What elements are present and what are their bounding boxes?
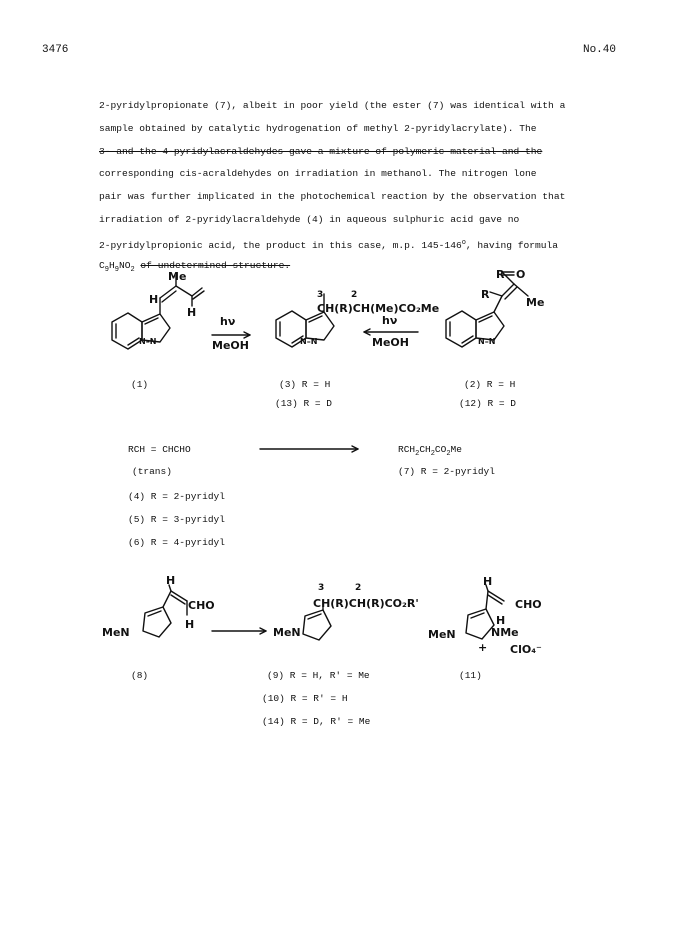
arrow-solvent-label: MeOH	[372, 336, 409, 349]
r-label: R	[481, 288, 490, 301]
paragraph-line-struck: 3- and the 4-pyridylacraldehydes gave a mixture of polymeric material and the	[99, 145, 543, 157]
cho-label: CHO	[515, 598, 542, 611]
reactant-item-6: (6) R = 4-pyridyl	[128, 537, 225, 548]
compound-label-3: (3) R = H	[279, 379, 331, 390]
compound-label-11: (11)	[459, 670, 482, 681]
position-2-label: 2	[351, 290, 358, 300]
n-label: N–N	[300, 337, 318, 346]
arrow-hv-label: hν	[220, 315, 236, 328]
methyl-n-label: MeN	[102, 626, 130, 639]
r-label: R	[496, 268, 505, 281]
product-formula	[398, 444, 462, 458]
formula-h: H	[108, 259, 115, 271]
structure-1-triazolopyridine	[98, 272, 228, 372]
n-label: N–N	[478, 337, 496, 346]
compound-label-13: (13) R = D	[275, 398, 333, 409]
left-arrow-icon	[360, 328, 420, 336]
formula-c-count: 9	[104, 265, 109, 274]
reactant-formula: RCH = CHCHO	[128, 444, 191, 455]
me-label: Me	[526, 296, 545, 309]
h-label: H	[187, 306, 197, 319]
h-label: H	[185, 618, 195, 631]
product-sub: 2	[446, 449, 451, 458]
product-sub: 2	[430, 449, 435, 458]
methyl-n-label: MeN	[273, 626, 301, 639]
trans-label: (trans)	[132, 466, 172, 477]
compound-label-2: (2) R = H	[464, 379, 516, 390]
o-label: O	[516, 268, 526, 281]
paragraph-line: 2-pyridylpropionate (7), albeit in poor yield (the ester (7) was identical with a	[99, 100, 566, 111]
arrow-hv-label: hν	[382, 314, 398, 327]
reactant-item-4: (4) R = 2-pyridyl	[128, 491, 225, 502]
structure-2-triazolopyridine	[432, 270, 552, 370]
page-number: 3476	[42, 44, 69, 56]
compound-label-14: (14) R = D, R' = Me	[262, 716, 371, 727]
n-methyl-label: NMe	[491, 626, 519, 639]
formula-no: NO	[118, 259, 131, 271]
h-label: H	[166, 574, 176, 587]
product-part: RCH	[398, 444, 416, 455]
paragraph-line-with-mp	[99, 232, 569, 255]
compound-label-8: (8)	[131, 670, 149, 681]
paragraph-line: sample obtained by catalytic hydrogenation of methyl 2-pyridylacrylate). The	[99, 122, 537, 134]
paragraph-line: corresponding cis-acraldehydes on irradiation in methanol. The nitrogen lone	[99, 168, 537, 180]
side-chain-label: CH(R)CH(Me)CO₂Me	[317, 302, 440, 315]
reactant-item-5: (5) R = 3-pyridyl	[128, 514, 225, 525]
n-label: N–N	[139, 337, 157, 346]
body-paragraph	[99, 95, 569, 277]
arrow-solvent-label: MeOH	[212, 339, 249, 352]
h-label: H	[149, 293, 159, 306]
paragraph-text: 2-pyridylpropionic acid, the product in this case, m.p. 145-146	[99, 239, 462, 251]
formula-c: C	[99, 259, 105, 271]
formula-h-count: 9	[114, 265, 119, 274]
plus-charge-label: +	[478, 641, 488, 654]
paragraph-line: pair was further implicated in the photochemical reaction by the observation that	[99, 191, 566, 203]
molecular-formula	[99, 259, 135, 274]
structure-8-triazole	[125, 585, 235, 655]
methyl-n-label: MeN	[428, 628, 456, 641]
side-chain-label: CH(R)CH(R)CO₂R'	[313, 597, 419, 610]
me-label: Me	[168, 270, 187, 283]
compound-label-12: (12) R = D	[459, 398, 517, 409]
compound-label-10: (10) R = R' = H	[262, 693, 348, 704]
position-3-label: 3	[318, 583, 325, 593]
journal-issue-number: No.40	[582, 44, 616, 56]
reaction-arrow-icon	[258, 445, 362, 453]
cho-label: CHO	[188, 599, 215, 612]
formula-no-count: 2	[130, 265, 135, 274]
position-3-label: 3	[317, 290, 324, 300]
paragraph-line: irradiation of 2-pyridylacraldehyde (4) in aqueous sulphuric acid gave no	[99, 213, 520, 225]
product-label-7: (7) R = 2-pyridyl	[398, 466, 495, 477]
degree-sign: o	[461, 238, 466, 247]
position-2-label: 2	[355, 583, 362, 593]
h-label: H	[496, 614, 506, 627]
perchlorate-label: ClO₄⁻	[510, 643, 542, 656]
product-part: CO	[434, 444, 447, 455]
paragraph-text: , having formula	[465, 239, 559, 251]
paragraph-text-struck: of undetermined structure.	[140, 259, 291, 271]
product-part: Me	[450, 444, 462, 455]
compound-label-9: (9) R = H, R' = Me	[267, 670, 370, 681]
reaction-arrow-icon	[210, 627, 270, 635]
compound-label-1: (1)	[131, 379, 149, 390]
product-part: CH	[419, 444, 431, 455]
product-sub: 2	[415, 449, 420, 458]
h-label: H	[483, 575, 493, 588]
right-arrow-icon	[210, 331, 254, 339]
